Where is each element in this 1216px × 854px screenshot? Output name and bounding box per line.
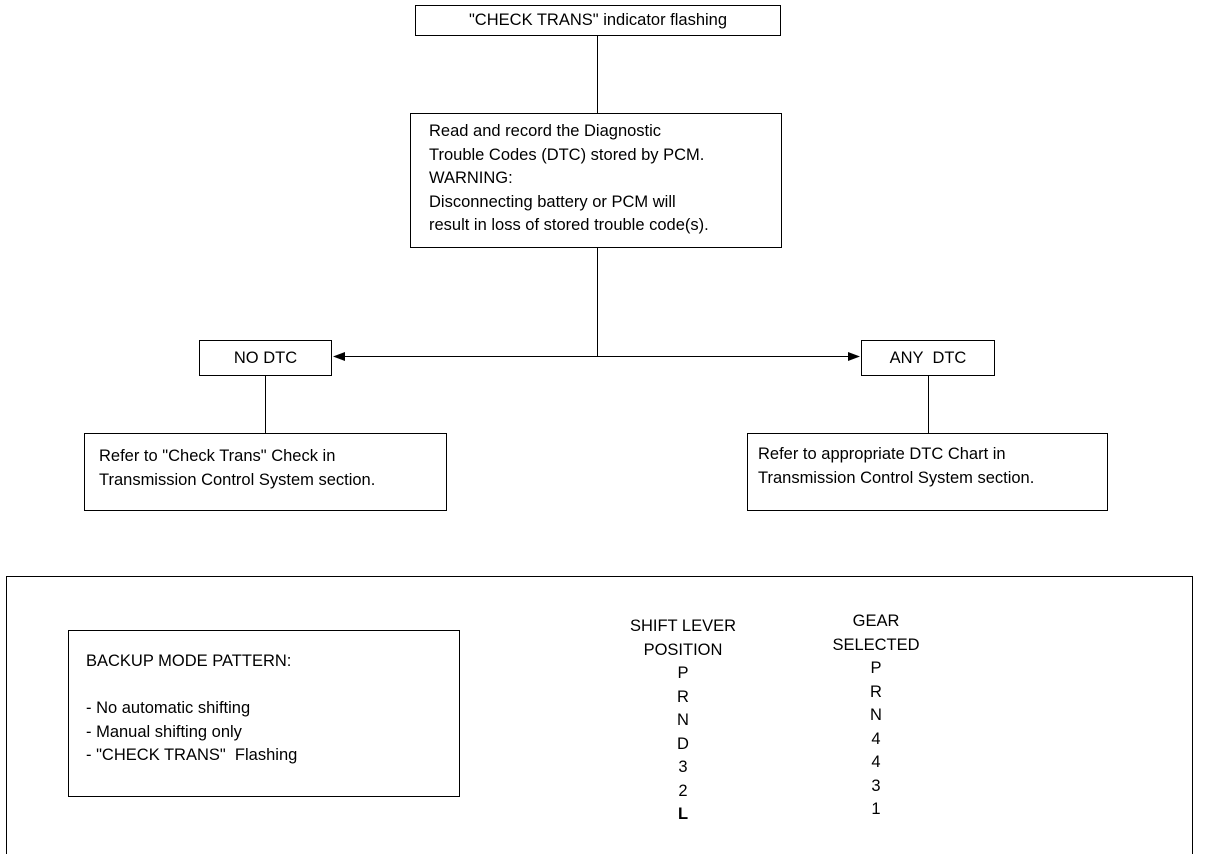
no-dtc-label: NO DTC <box>233 348 298 367</box>
column-header: SELECTED <box>832 635 920 654</box>
gear-cell: 3 <box>871 776 881 795</box>
gear-cell: 1 <box>871 800 881 818</box>
any-dtc-box <box>861 340 995 376</box>
no-dtc-box <box>199 340 332 376</box>
no-dtc-action-box <box>84 433 447 511</box>
arrow-right-icon <box>848 352 860 361</box>
any-dtc-action-box <box>747 433 1108 511</box>
backup-mode-box <box>68 630 460 797</box>
gear-selected-column <box>796 610 956 822</box>
column-header: POSITION <box>643 640 723 659</box>
start-label: "CHECK TRANS" indicator flashing <box>468 11 728 29</box>
position-cell: 3 <box>678 758 688 776</box>
shift-lever-column <box>603 615 763 827</box>
text-line: Disconnecting battery or PCM will <box>429 192 676 211</box>
gear-cell: N <box>870 706 882 724</box>
position-cell: P <box>677 664 689 682</box>
gear-cell: P <box>870 659 882 677</box>
text-line: Read and record the Diagnostic <box>429 122 662 140</box>
start-box <box>415 5 781 36</box>
read-dtc-text <box>429 120 709 238</box>
text-line: Trouble Codes (DTC) stored by PCM. <box>429 145 705 164</box>
gear-cell: 4 <box>871 729 881 748</box>
position-cell: R <box>677 687 689 706</box>
text-line: Transmission Control System section. <box>758 468 1035 487</box>
text-line: WARNING: <box>429 169 513 187</box>
any-dtc-label: ANY DTC <box>889 348 967 367</box>
position-cell: D <box>677 734 689 753</box>
backup-item: - "CHECK TRANS" Flashing <box>86 746 298 764</box>
arrow-left-icon <box>333 352 345 361</box>
backup-item: - No automatic shifting <box>86 699 251 717</box>
gear-cell: R <box>870 682 882 701</box>
position-cell: 2 <box>678 781 688 800</box>
text-line: Transmission Control System section. <box>99 470 376 489</box>
text-line: Refer to "Check Trans" Check in <box>99 447 336 465</box>
read-dtc-box <box>410 113 782 248</box>
gear-cell: 4 <box>871 753 881 771</box>
position-cell: N <box>677 711 689 729</box>
column-header: SHIFT LEVER <box>629 617 737 635</box>
backup-title: BACKUP MODE PATTERN: <box>86 652 292 670</box>
position-cell: L <box>677 805 689 823</box>
backup-item: - Manual shifting only <box>86 722 242 741</box>
column-header: GEAR <box>852 612 900 630</box>
text-line: result in loss of stored trouble code(s). <box>429 216 709 234</box>
text-line: Refer to appropriate DTC Chart in <box>758 445 1006 463</box>
